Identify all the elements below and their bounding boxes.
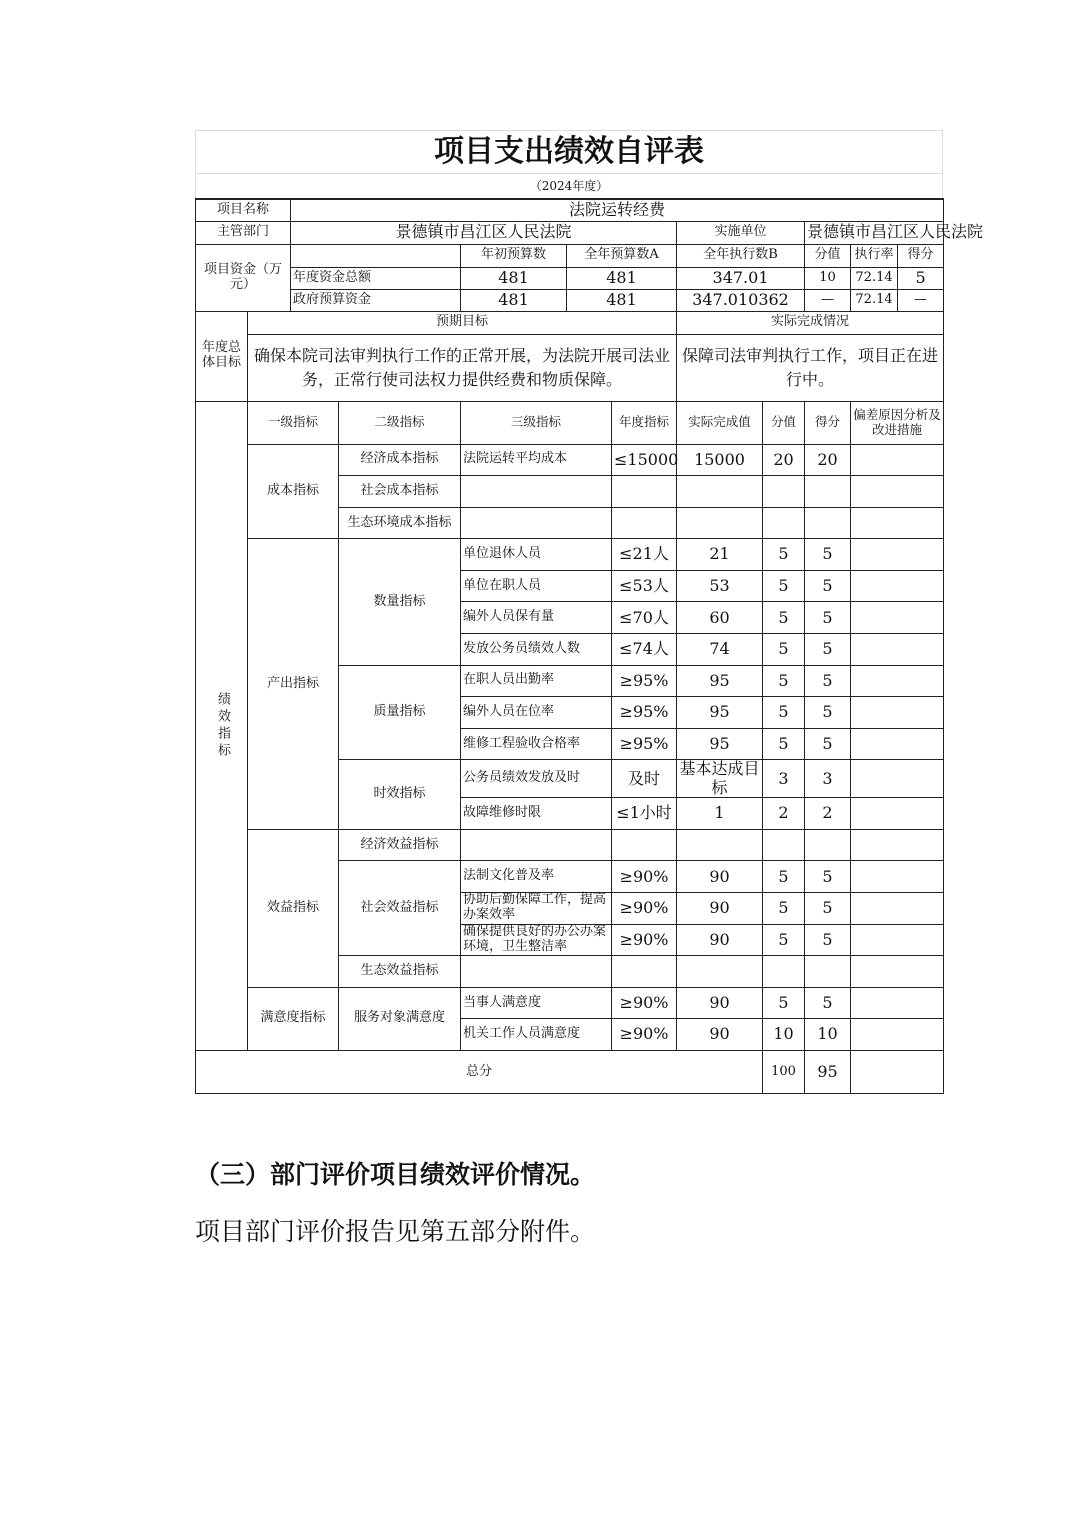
score-value: 5 xyxy=(763,697,805,729)
score xyxy=(805,476,851,508)
deviation-analysis xyxy=(851,956,944,988)
funds-rate: 72.14 xyxy=(851,289,898,311)
score-value: 5 xyxy=(763,570,805,602)
score-value xyxy=(763,829,805,861)
deviation-analysis xyxy=(851,476,944,508)
annual-target xyxy=(612,956,677,988)
section-text: 项目部门评价报告见第五部分附件。 xyxy=(195,1217,596,1246)
level3-indicator xyxy=(461,956,612,988)
score-value: 5 xyxy=(763,728,805,760)
annual-target: ≤1小时 xyxy=(612,798,677,830)
level2-indicator: 社会效益指标 xyxy=(339,861,461,956)
actual-value: 15000 xyxy=(677,444,763,476)
deviation-analysis xyxy=(851,893,944,925)
indicators-label: 绩效指标 xyxy=(196,401,248,1050)
level2-indicator: 生态环境成本指标 xyxy=(339,507,461,539)
level3-indicator: 单位在职人员 xyxy=(461,570,612,602)
dept-value: 景德镇市昌江区人民法院 xyxy=(291,221,677,244)
total-score: 95 xyxy=(805,1050,851,1093)
actual-value: 90 xyxy=(677,893,763,925)
score-value: 5 xyxy=(763,665,805,697)
deviation-analysis xyxy=(851,570,944,602)
annual-target: ≥90% xyxy=(612,987,677,1019)
deviation-analysis xyxy=(851,697,944,729)
section-heading: （三）部门评价项目绩效评价情况。 xyxy=(195,1160,596,1189)
deviation-analysis xyxy=(851,829,944,861)
score-value: 3 xyxy=(763,760,805,798)
deviation-analysis xyxy=(851,507,944,539)
actual-value: 95 xyxy=(677,665,763,697)
score-value: 5 xyxy=(763,924,805,956)
annual-target: ≥95% xyxy=(612,697,677,729)
score: 5 xyxy=(805,924,851,956)
deviation-analysis xyxy=(851,539,944,571)
project-name: 法院运转经费 xyxy=(291,199,944,221)
level2-indicator: 数量指标 xyxy=(339,539,461,665)
indicator-row xyxy=(196,829,944,861)
impl-value: 景德镇市昌江区人民法院 xyxy=(805,221,944,244)
level2-indicator: 经济成本指标 xyxy=(339,444,461,476)
annual-target xyxy=(612,829,677,861)
score: 3 xyxy=(805,760,851,798)
annual-target: ≥90% xyxy=(612,861,677,893)
indicator-header: 二级指标 xyxy=(339,401,461,444)
funds-label: 项目资金（万元） xyxy=(196,244,291,311)
actual-value: 1 xyxy=(677,798,763,830)
annual-target: 及时 xyxy=(612,760,677,798)
deviation-analysis xyxy=(851,1019,944,1051)
indicator-header: 一级指标 xyxy=(248,401,339,444)
actual-value: 90 xyxy=(677,987,763,1019)
score xyxy=(805,507,851,539)
level2-indicator: 社会成本指标 xyxy=(339,476,461,508)
indicator-header: 偏差原因分析及改进措施 xyxy=(851,401,944,444)
level2-indicator: 经济效益指标 xyxy=(339,829,461,861)
actual-value: 60 xyxy=(677,602,763,634)
annual-target: ≥90% xyxy=(612,893,677,925)
score: 5 xyxy=(805,861,851,893)
level3-indicator: 在职人员出勤率 xyxy=(461,665,612,697)
indicator-row xyxy=(196,444,944,476)
level3-indicator: 法院运转平均成本 xyxy=(461,444,612,476)
deviation-analysis xyxy=(851,665,944,697)
actual-value xyxy=(677,476,763,508)
actual-value xyxy=(677,956,763,988)
level3-indicator xyxy=(461,476,612,508)
annual-target: ≤74人 xyxy=(612,634,677,666)
score: 5 xyxy=(805,697,851,729)
actual-goal-label: 实际完成情况 xyxy=(677,311,944,334)
score-value xyxy=(763,507,805,539)
annual-target: ≤53人 xyxy=(612,570,677,602)
total-blank xyxy=(851,1050,944,1093)
score-value: 5 xyxy=(763,893,805,925)
score: 5 xyxy=(805,665,851,697)
total-row xyxy=(196,1050,944,1093)
deviation-analysis xyxy=(851,728,944,760)
actual-value: 21 xyxy=(677,539,763,571)
deviation-analysis xyxy=(851,444,944,476)
actual-value xyxy=(677,507,763,539)
score-value: 5 xyxy=(763,602,805,634)
score: 10 xyxy=(805,1019,851,1051)
level1-indicator: 产出指标 xyxy=(248,539,339,830)
score-value xyxy=(763,476,805,508)
funds-rate: 72.14 xyxy=(851,267,898,289)
annual-target: ≥95% xyxy=(612,665,677,697)
funds-initial: 481 xyxy=(461,267,567,289)
level2-indicator: 生态效益指标 xyxy=(339,956,461,988)
score: 5 xyxy=(805,570,851,602)
funds-score-value: — xyxy=(805,289,851,311)
indicator-header: 分值 xyxy=(763,401,805,444)
level3-indicator: 确保提供良好的办公办案环境，卫生整洁率 xyxy=(461,924,612,956)
annual-target: ≤15000 xyxy=(612,444,677,476)
level2-indicator: 服务对象满意度 xyxy=(339,987,461,1050)
total-label: 总分 xyxy=(196,1050,763,1093)
funds-header: 执行率 xyxy=(851,244,898,267)
annual-target xyxy=(612,507,677,539)
funds-executed: 347.010362 xyxy=(677,289,805,311)
level1-indicator: 效益指标 xyxy=(248,829,339,987)
expected-goal-label: 预期目标 xyxy=(248,311,677,334)
score: 5 xyxy=(805,602,851,634)
deviation-analysis xyxy=(851,987,944,1019)
annual-target: ≥90% xyxy=(612,1019,677,1051)
level3-indicator: 单位退休人员 xyxy=(461,539,612,571)
indicator-header: 三级指标 xyxy=(461,401,612,444)
deviation-analysis xyxy=(851,924,944,956)
level1-indicator: 成本指标 xyxy=(248,444,339,539)
performance-table xyxy=(195,130,984,1094)
score-value: 5 xyxy=(763,539,805,571)
indicator-header: 得分 xyxy=(805,401,851,444)
funds-header: 得分 xyxy=(898,244,944,267)
deviation-analysis xyxy=(851,634,944,666)
indicator-header: 实际完成值 xyxy=(677,401,763,444)
score-value: 5 xyxy=(763,987,805,1019)
funds-annual: 481 xyxy=(567,289,677,311)
level3-indicator: 维修工程验收合格率 xyxy=(461,728,612,760)
level3-indicator: 机关工作人员满意度 xyxy=(461,1019,612,1051)
level3-indicator: 当事人满意度 xyxy=(461,987,612,1019)
score: 5 xyxy=(805,539,851,571)
annual-target: ≥95% xyxy=(612,728,677,760)
annual-target: ≥90% xyxy=(612,924,677,956)
deviation-analysis xyxy=(851,861,944,893)
funds-header: 全年执行数B xyxy=(677,244,805,267)
score-value: 5 xyxy=(763,861,805,893)
level3-indicator: 发放公务员绩效人数 xyxy=(461,634,612,666)
actual-value: 53 xyxy=(677,570,763,602)
actual-value: 74 xyxy=(677,634,763,666)
actual-value: 90 xyxy=(677,924,763,956)
score-value: 5 xyxy=(763,634,805,666)
actual-value: 95 xyxy=(677,728,763,760)
level2-indicator: 时效指标 xyxy=(339,760,461,829)
level3-indicator: 编外人员保有量 xyxy=(461,602,612,634)
annual-target xyxy=(612,476,677,508)
level3-indicator xyxy=(461,829,612,861)
indicator-row xyxy=(196,539,944,571)
score-value: 20 xyxy=(763,444,805,476)
actual-value: 90 xyxy=(677,1019,763,1051)
score: 5 xyxy=(805,634,851,666)
funds-header: 分值 xyxy=(805,244,851,267)
actual-value xyxy=(677,829,763,861)
funds-annual: 481 xyxy=(567,267,677,289)
level3-indicator: 编外人员在位率 xyxy=(461,697,612,729)
table-year: （2024年度） xyxy=(195,173,943,198)
total-score-value: 100 xyxy=(763,1050,805,1093)
funds-row-name: 年度资金总额 xyxy=(291,267,461,289)
impl-label: 实施单位 xyxy=(677,221,805,244)
score xyxy=(805,829,851,861)
funds-header: 年初预算数 xyxy=(461,244,567,267)
score: 5 xyxy=(805,987,851,1019)
level3-indicator xyxy=(461,507,612,539)
score: 2 xyxy=(805,798,851,830)
funds-score: — xyxy=(898,289,944,311)
score xyxy=(805,956,851,988)
score-value xyxy=(763,956,805,988)
score: 5 xyxy=(805,728,851,760)
actual-goal: 保障司法审判执行工作，项目正在进行中。 xyxy=(677,334,944,401)
annual-target: ≤21人 xyxy=(612,539,677,571)
deviation-analysis xyxy=(851,798,944,830)
deviation-analysis xyxy=(851,760,944,798)
indicator-header: 年度指标 xyxy=(612,401,677,444)
funds-executed: 347.01 xyxy=(677,267,805,289)
level3-indicator: 故障维修时限 xyxy=(461,798,612,830)
funds-row-name: 政府预算资金 xyxy=(291,289,461,311)
funds-score: 5 xyxy=(898,267,944,289)
level3-indicator: 法制文化普及率 xyxy=(461,861,612,893)
score: 20 xyxy=(805,444,851,476)
goals-label: 年度总体目标 xyxy=(196,311,248,401)
level2-indicator: 质量指标 xyxy=(339,665,461,760)
level1-indicator: 满意度指标 xyxy=(248,987,339,1050)
level3-indicator: 协助后勤保障工作，提高办案效率 xyxy=(461,893,612,925)
funds-score-value: 10 xyxy=(805,267,851,289)
indicator-row xyxy=(196,987,944,1019)
dept-label: 主管部门 xyxy=(196,221,291,244)
score-value: 10 xyxy=(763,1019,805,1051)
score: 5 xyxy=(805,893,851,925)
actual-value: 95 xyxy=(677,697,763,729)
expected-goal: 确保本院司法审判执行工作的正常开展，为法院开展司法业务，正常行使司法权力提供经费和物质保障。 xyxy=(248,334,677,401)
funds-initial: 481 xyxy=(461,289,567,311)
deviation-analysis xyxy=(851,602,944,634)
annual-target: ≤70人 xyxy=(612,602,677,634)
level3-indicator: 公务员绩效发放及时 xyxy=(461,760,612,798)
actual-value: 基本达成目标 xyxy=(677,760,763,798)
table-title: 项目支出绩效自评表 xyxy=(195,130,943,173)
actual-value: 90 xyxy=(677,861,763,893)
project-name-label: 项目名称 xyxy=(196,199,291,221)
funds-header: 全年预算数A xyxy=(567,244,677,267)
score-value: 2 xyxy=(763,798,805,830)
